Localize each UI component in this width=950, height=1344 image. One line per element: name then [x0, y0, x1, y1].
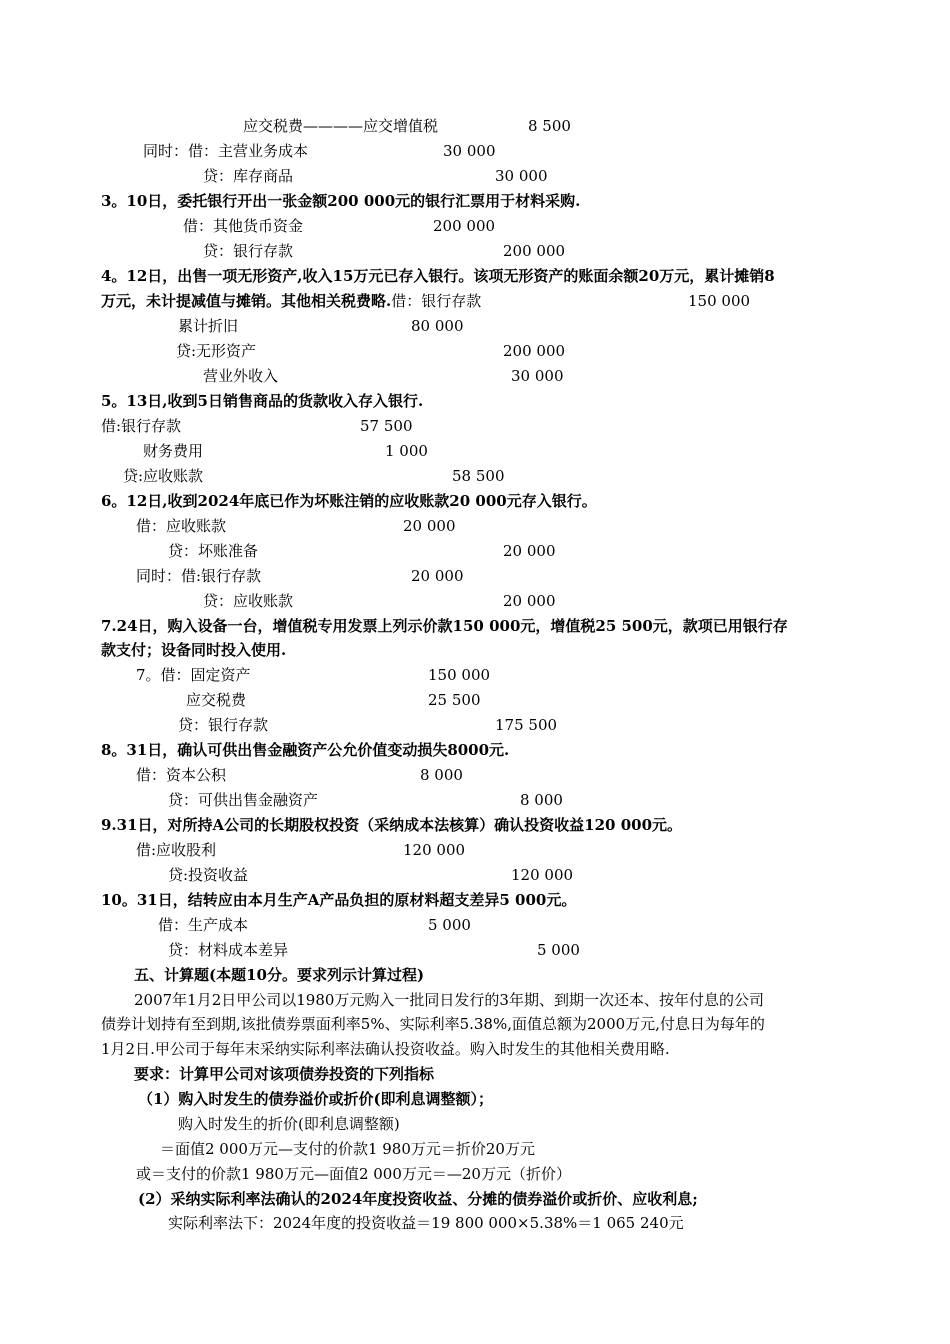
entry-line: 贷：应收账款: [203, 592, 294, 610]
question-line: 6。12日,收到2024年底已作为坏账注销的应收账款20 000元存入银行。: [101, 492, 597, 510]
entry-line: 借：资本公积: [136, 766, 227, 784]
entry-amount: 20 000: [503, 542, 556, 560]
entry-amount: 80 000: [411, 317, 464, 335]
entry-line: 同时：借:银行存款: [136, 567, 262, 585]
question-line: 8。31日，确认可供出售金融资产公允价值变动损失8000元.: [101, 741, 510, 759]
question-line: 5。13日,收到5日销售商品的货款收入存入银行.: [101, 392, 424, 410]
entry-line: 借:应收股利: [136, 841, 217, 859]
entry-line: 借：应收账款: [136, 517, 227, 535]
entry-amount: 200 000: [503, 242, 566, 260]
entry-line: 借:银行存款: [101, 417, 182, 435]
entry-line: 营业外收入: [203, 367, 279, 385]
answer-line: 或＝支付的价款1 980万元—面值2 000万元＝—20万元（折价）: [136, 1165, 571, 1183]
body-line: 债券计划持有至到期,该批债券票面利率5%、实际利率5.38%,面值总额为2000万元,付息日为每年的: [101, 1015, 765, 1033]
entry-line: 借：生产成本: [158, 916, 249, 934]
entry-line: 贷:投资收益: [168, 866, 249, 884]
body-line: 1月2日.甲公司于每年末采纳实际利率法确认投资收益。购入时发生的其他相关费用略.: [101, 1040, 670, 1058]
entry-amount: 58 500: [452, 467, 505, 485]
requirement-line: （1）购入时发生的债券溢价或折价(即利息调整额）；: [138, 1090, 494, 1108]
question-line: 9.31日，对所持A公司的长期股权投资（采纳成本法核算）确认投资收益120 000元。: [101, 816, 683, 834]
requirement-line: 要求：计算甲公司对该项债券投资的下列指标: [134, 1065, 435, 1083]
answer-line: 购入时发生的折价(即利息调整额): [178, 1115, 400, 1133]
entry-amount: 120 000: [403, 841, 466, 859]
question-line: 3。10日，委托银行开出一张金额200 000元的银行汇票用于材料采购.: [101, 192, 581, 210]
entry-line: 贷：可供出售金融资产: [168, 791, 319, 809]
entry-line: 7。借：固定资产: [136, 666, 251, 684]
body-line: 2007年1月2日甲公司以1980万元购入一批同日发行的3年期、到期一次还本、按年付息的公司: [134, 991, 764, 1009]
entry-amount: 150 000: [688, 292, 751, 310]
entry-line: 应交税费: [186, 691, 247, 709]
entry-line: 累计折旧: [178, 317, 239, 335]
entry-amount: 30 000: [495, 167, 548, 185]
question-line: 10。31日，结转应由本月生产A产品负担的原材料超支差异5 000元。: [101, 891, 577, 909]
entry-amount: 8 000: [420, 766, 463, 784]
entry-amount: 175 500: [495, 716, 558, 734]
entry-amount: 25 500: [428, 691, 481, 709]
entry-line: 贷：材料成本差异: [168, 941, 289, 959]
entry-amount: 200 000: [503, 342, 566, 360]
entry-amount: 5 000: [428, 916, 471, 934]
entry-amount: 20 000: [503, 592, 556, 610]
entry-line: 应交税费————应交增值税: [243, 117, 439, 135]
entry-amount: 57 500: [360, 417, 413, 435]
entry-amount: 8 500: [528, 117, 571, 135]
requirement-line: (2）采纳实际利率法确认的2024年度投资收益、分摊的债券溢价或折价、应收利息;: [138, 1190, 698, 1208]
question-line: 款支付；设备同时投入使用.: [101, 641, 287, 659]
entry-amount: 20 000: [403, 517, 456, 535]
entry-line: 贷：银行存款: [203, 242, 294, 260]
entry-amount: 8 000: [520, 791, 563, 809]
entry-line: 贷:应收账款: [123, 467, 204, 485]
entry-amount: 20 000: [411, 567, 464, 585]
entry-amount: 150 000: [428, 666, 491, 684]
entry-line: 贷：坏账准备: [168, 542, 259, 560]
entry-line: 贷:无形资产: [176, 342, 257, 360]
entry-line: 财务费用: [143, 442, 204, 460]
entry-amount: 120 000: [511, 866, 574, 884]
entry-line: 同时：借：主营业务成本: [143, 142, 309, 160]
entry-line: 贷：库存商品: [203, 167, 294, 185]
question-line: 4。12日，出售一项无形资产,收入15万元已存入银行。该项无形资产的账面余额20万元，累计摊销8: [101, 267, 775, 285]
entry-amount: 5 000: [537, 941, 580, 959]
entry-amount: 30 000: [443, 142, 496, 160]
entry-amount: 200 000: [433, 217, 496, 235]
answer-line: ＝面值2 000万元—支付的价款1 980万元＝折价20万元: [160, 1140, 535, 1158]
entry-line: 贷：银行存款: [178, 716, 269, 734]
question-line: 万元，未计提减值与摊销。其他相关税费略.借：银行存款: [101, 292, 482, 310]
entry-amount: 1 000: [385, 442, 428, 460]
answer-line: 实际利率法下：2024年度的投资收益＝19 800 000×5.38%＝1 065 240元: [168, 1214, 684, 1232]
question-line: 7.24日，购入设备一台，增值税专用发票上列示价款150 000元，增值税25 500元，款项已用银行存: [101, 617, 788, 635]
entry-line: 借：其他货币资金: [183, 217, 304, 235]
entry-amount: 30 000: [511, 367, 564, 385]
section-heading: 五、计算题(本题10分。要求列示计算过程): [134, 966, 425, 984]
